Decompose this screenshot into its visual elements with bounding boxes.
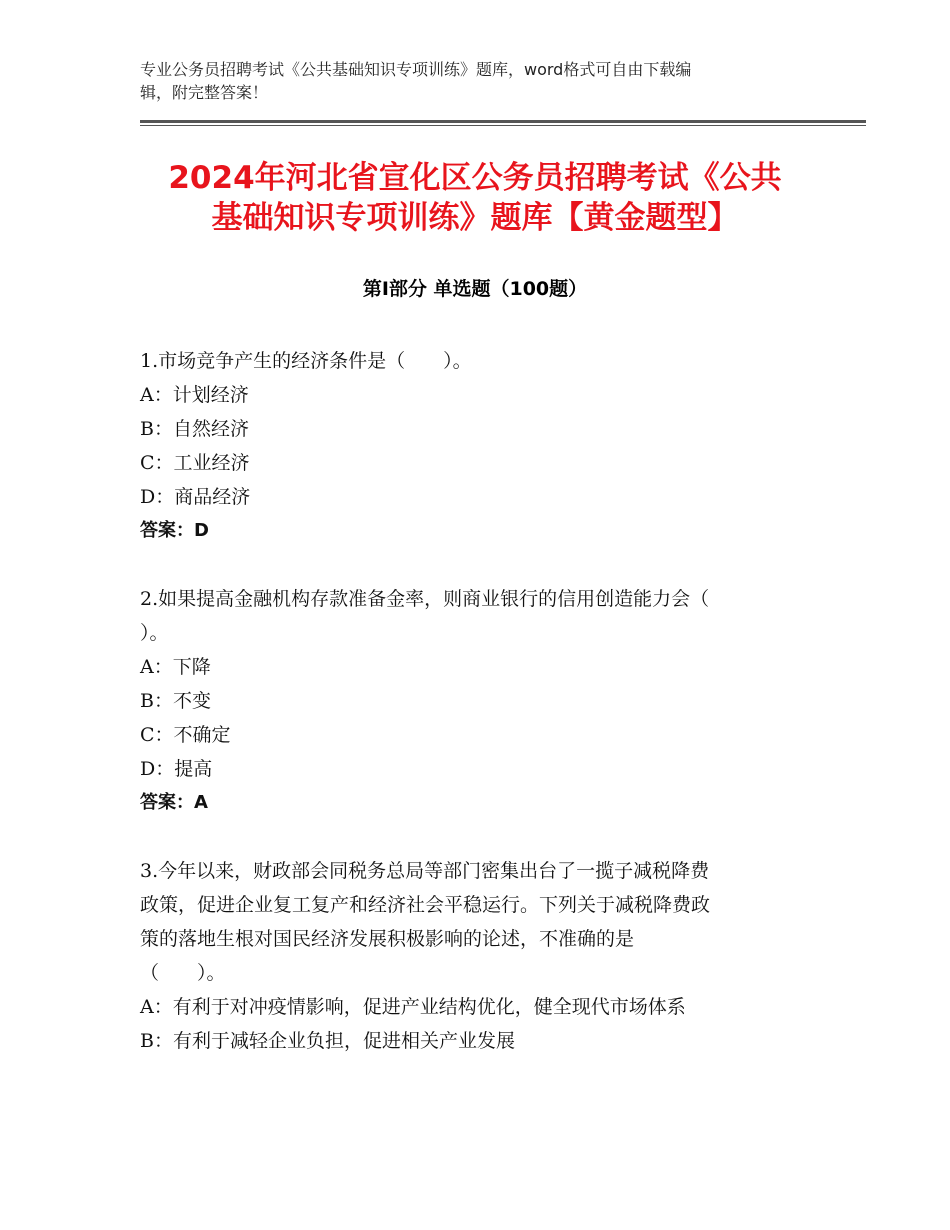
answer-label: 答案：A — [140, 792, 208, 813]
document-title-line-2: 基础知识专项训练》题库【黄金题型】 — [211, 200, 739, 236]
document-title-line-1: 2024年河北省宣化区公务员招聘考试《公共 — [168, 160, 782, 196]
option-d: D：提高 — [140, 758, 213, 780]
option-a: A：下降 — [140, 656, 211, 678]
header-divider-thin — [140, 125, 866, 126]
document-title — [120, 158, 830, 238]
question-stem: 3.今年以来，财政部会同税务总局等部门密集出台了一揽子减税降费 — [140, 860, 710, 882]
option-c: C：工业经济 — [140, 452, 250, 474]
question-stem: 1.市场竞争产生的经济条件是（ ）。 — [140, 350, 472, 372]
option-a: A：计划经济 — [140, 384, 249, 406]
header-note-line-1: 专业公务员招聘考试《公共基础知识专项训练》题库，word格式可自由下载编 — [140, 60, 692, 79]
question-2 — [140, 582, 800, 820]
question-3 — [140, 854, 800, 1058]
question-stem-continued: 政策，促进企业复工复产和经济社会平稳运行。下列关于减税降费政 — [140, 894, 711, 916]
question-stem: 2.如果提高金融机构存款准备金率，则商业银行的信用创造能力会（ — [140, 588, 710, 610]
option-b: B：不变 — [140, 690, 211, 712]
header-note-line-2: 辑，附完整答案！ — [140, 83, 269, 102]
answer-label: 答案：D — [140, 520, 209, 541]
option-c: C：不确定 — [140, 724, 231, 746]
question-stem-continued: 策的落地生根对国民经济发展积极影响的论述，不准确的是 — [140, 928, 635, 950]
question-1 — [140, 344, 800, 548]
question-spacer — [140, 548, 800, 582]
option-d: D：商品经济 — [140, 486, 251, 508]
header-note — [140, 58, 800, 104]
option-a: A：有利于对冲疫情影响，促进产业结构优化，健全现代市场体系 — [140, 996, 686, 1018]
question-list — [140, 344, 800, 1058]
header-divider-thick — [140, 120, 866, 123]
option-b: B：自然经济 — [140, 418, 249, 440]
question-stem-continued: ）。 — [140, 622, 169, 644]
option-b: B：有利于减轻企业负担，促进相关产业发展 — [140, 1030, 515, 1052]
question-stem-continued: （ ）。 — [140, 962, 226, 984]
section-title: 第Ⅰ部分 单选题（100题） — [362, 278, 588, 300]
question-spacer — [140, 820, 800, 854]
